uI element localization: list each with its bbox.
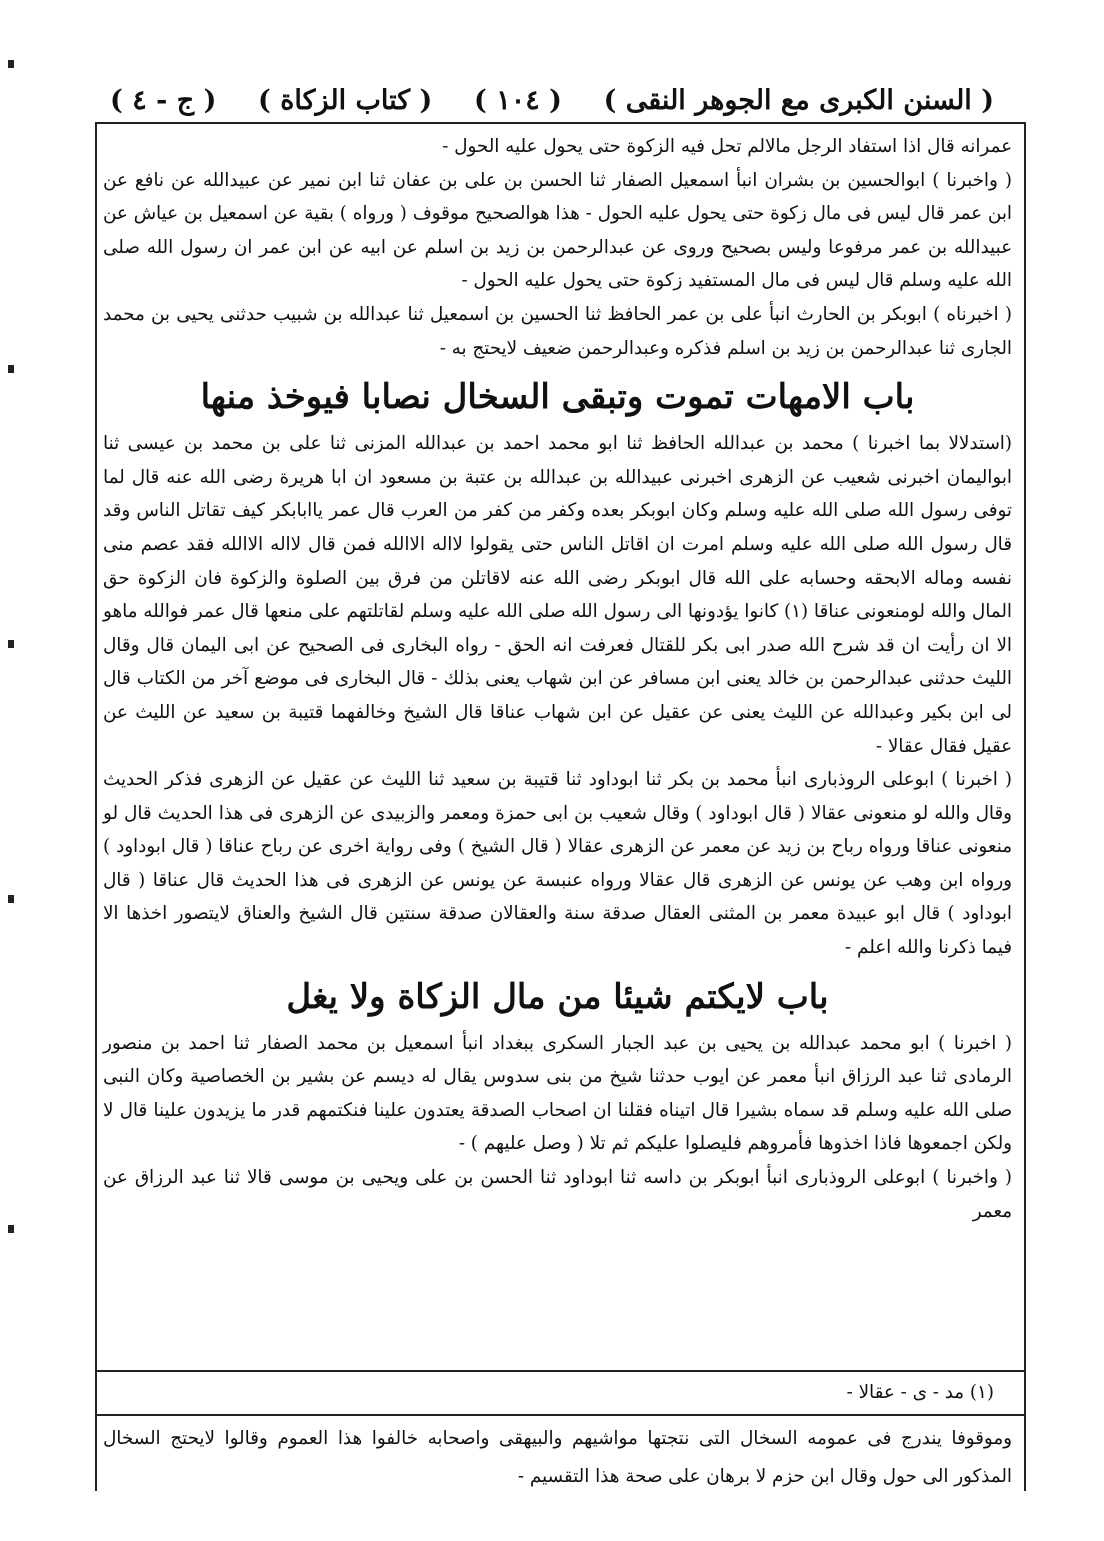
margin-mark — [8, 365, 14, 373]
footnote-rule — [95, 1370, 1026, 1372]
main-text — [103, 130, 1012, 1228]
commentary-rule — [95, 1414, 1026, 1416]
paragraph: ( اخبرنا ) ابوعلى الروذبارى انبأ محمد بن بكر ثنا ابوداود ثنا قتيبة بن سعيد ثنا الليث عن عقيل عن الزهرى فذكر الحديث وقال والله لو منعونى عقالا ( قال ابوداود ) وقال شعيب بن ابى حمزة ومعمر والزبيدى عن الزهرى فى هذا الحديث قال لو منعونى عناقا ورواه رباح بن زيد عن معمر عن الزهرى عقالا ( قال الشيخ ) وفى رواية اخرى عن رباح عناقا ( قال ابوداود ) ورواه ابن وهب عن يونس عن الزهرى قال عقالا ورواه عنبسة عن يونس عن الزهرى فى هذا الحديث قال عناقا ( قال ابوداود ) قال ابو عبيدة معمر بن المثنى العقال صدقة سنة والعقالان صدقة سنتين قال الشيخ والعناق لايتصور اخذها الا فيما ذكرنا والله اعلم - — [103, 769, 1012, 959]
paragraph: عمرانه قال اذا استفاد الرجل مالالم تحل فيه الزكوة حتى يحول عليه الحول - — [442, 136, 1012, 157]
paragraph: ( اخبرنا ) ابو محمد عبدالله بن يحيى بن عبد الجبار السكرى ببغداد انبأ اسمعيل بن محمد الصفار ثنا احمد بن منصور الرمادى ثنا عبد الرزاق انبأ معمر عن ايوب حدثنا شيخ من بنى سدوس يقال له ديسم عن بشير بن الخصاصية وكان النبى صلى الله عليه وسلم قد سماه بشيرا قال اتيناه فقلنا ان اصحاب الصدقة يعتدون علينا فنكتمهم قدر ما يزيدون علينا قال لا ولكن اجمعوها فاذا اخذوها فأمروهم فليصلوا عليكم ثم تلا ( وصل عليهم ) - — [103, 1032, 1012, 1155]
margin-mark — [8, 60, 14, 68]
commentary-text: وموقوفا يندرج فى عمومه السخال التى نتجتها مواشيهم والبيهقى واصحابه خالفوا هذا العموم وقالوا لايحتج السخال المذكور الى حول وقال ابن حزم لا برهان على صحة هذا التقسيم - — [103, 1428, 1012, 1487]
paragraph: ( واخبرنا ) ابوالحسين بن بشران انبأ اسمعيل الصفار ثنا الحسن بن على بن عفان ثنا ابن نمير عن عبيدالله عن نافع عن ابن عمر قال ليس فى مال زكوة حتى يحول عليه الحول - هذا هوالصحيح موقوف ( ورواه ) بقية عن اسمعيل بن عياش عن عبيدالله بن عمر مرفوعا وليس بصحيح وروى عن عبدالرحمن بن زيد بن اسلم عن ابيه عن ابن عمر ان رسول الله صلى الله عليه وسلم قال ليس فى مال المستفيد زكوة حتى يحول عليه الحول - — [103, 169, 1012, 292]
paragraph: (استدلالا بما اخبرنا ) محمد بن عبدالله الحافظ ثنا ابو محمد احمد بن عبدالله المزنى ثنا على بن محمد بن عيسى ثنا ابواليمان اخبرنى شعيب عن الزهرى اخبرنى عبيدالله بن عبدالله بن عتبة بن مسعود ان ابا هريرة رضى الله عنه قال لما توفى رسول الله صلى الله عليه وسلم وكان ابوبكر بعده وكفر من كفر من العرب قال عمر ياابابكر كيف تقاتل الناس وقد قال رسول الله صلى الله عليه وسلم امرت ان اقاتل الناس حتى يقولوا لااله الاالله فمن قال لااله الاالله فقد عصم منى نفسه وماله الابحقه وحسابه على الله قال ابوبكر رضى الله عنه لاقاتلن من فرق بين الصلوة والزكوة فان الزكوة حق المال والله لومنعونى عناقا (١) كانوا يؤدونها الى رسول الله صلى الله عليه وسلم لقاتلتهم على منعها قال عمر فوالله ماهو الا ان رأيت ان قد شرح الله صدر ابى بكر للقتال فعرفت انه الحق - رواه البخارى فى الصحيح عن ابى اليمان قال وقال الليث حدثنى عبدالرحمن بن خالد يعنى ابن مسافر عن ابن شهاب يعنى بذلك - قال البخارى فى موضع آخر من الكتاب قال لى ابن بكير وعبدالله عن الليث يعنى عن عقيل عن ابن شهاب عناقا قال الشيخ وخالفهما قتيبة بن سعيد عن الليث عن عقيل فقال عقالا - — [103, 433, 1013, 757]
page-number: ( ١٠٤ ) — [474, 84, 562, 116]
margin-mark — [8, 1225, 14, 1233]
page-header — [110, 78, 994, 122]
chapter-title: ( كتاب الزكاة ) — [258, 84, 433, 116]
chapter-heading: باب لايكتم شيئا من مال الزكاة ولا يغل — [286, 976, 829, 1017]
paragraph: ( واخبرنا ) ابوعلى الروذبارى انبأ ابوبكر بن داسه ثنا ابوداود ثنا الحسن بن على ويحيى بن موسى قالا ثنا عبد الرزاق عن معمر — [103, 1167, 1012, 1222]
margin-mark — [8, 895, 14, 903]
margin-mark — [8, 640, 14, 648]
book-title: ( السنن الكبرى مع الجوهر النقى ) — [603, 84, 994, 116]
footnote: (١) مد - ى - عقالا - — [846, 1382, 994, 1403]
volume-number: ( ج - ٤ ) — [110, 84, 217, 116]
paragraph: ( اخبرناه ) ابوبكر بن الحارث انبأ على بن عمر الحافظ ثنا الحسين بن اسمعيل ثنا عبدالله بن شبيب حدثنى يحيى بن محمد الجارى ثنا عبدالرحمن بن زيد بن اسلم فذكره وعبدالرحمن ضعيف لايحتج به - — [103, 303, 1012, 359]
header-rule — [95, 122, 1026, 124]
chapter-heading: باب الامهات تموت وتبقى السخال نصابا فيوخذ منها — [200, 377, 915, 418]
